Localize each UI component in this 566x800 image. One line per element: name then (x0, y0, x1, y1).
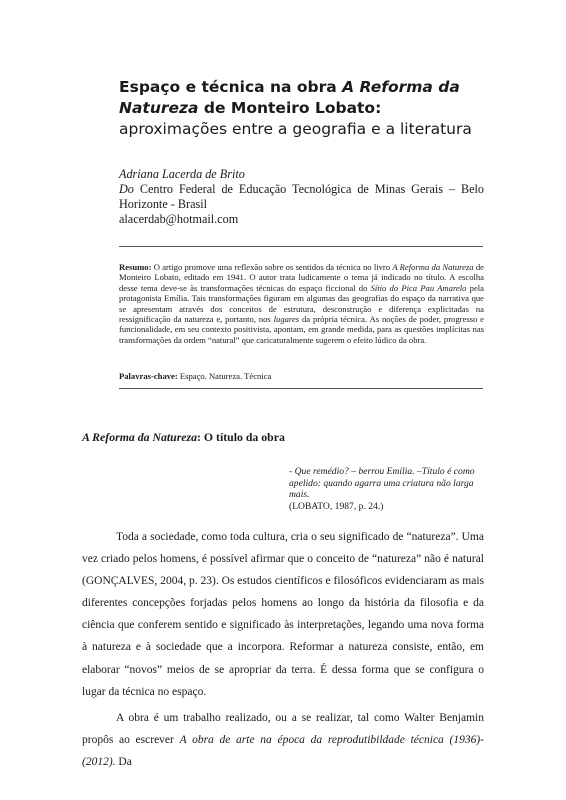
top-divider (119, 246, 483, 247)
keywords-label: Palavras-chave: (119, 371, 178, 381)
abstract-label: Resumo: (119, 262, 152, 272)
epigraph-quote: - Que remédio? – berrou Emília. –Título é como apelido: quando agarra uma criatura não larga mais. (289, 466, 475, 501)
epigraph (289, 466, 484, 512)
affiliation-prefix: Do (119, 182, 134, 196)
abstract-text-1: O artigo promove uma reflexão sobre os sentidos da técnica no livro (151, 262, 393, 272)
section-heading-book: A Reforma da Natureza (82, 430, 198, 444)
abstract (119, 262, 484, 345)
abstract-text-2: de Monteiro Lobato, editado em 1941. O autor trata ludicamente o tema já indicado no título. A escolha desse tema deve-se às transformações técnicas do espaço ficcional do (119, 262, 484, 293)
title-book-name: A Reforma da Natureza (119, 78, 460, 117)
bottom-divider (119, 388, 483, 389)
affiliation-text: Centro Federal de Educação Tecnológica de Minas Gerais – Belo Horizonte - Brasil (119, 182, 484, 211)
section-heading-rest: : O título da obra (197, 430, 285, 444)
body-p2-book: A obra de arte na época da reprodutibildade técnica (1936)- (2012). (82, 733, 484, 768)
author-email: alacerdab@hotmail.com (119, 212, 239, 226)
author-affiliation (119, 182, 484, 212)
keywords-text: Espaço. Natureza. Técnica (177, 371, 272, 381)
body-text (82, 526, 484, 773)
paper-title (119, 77, 484, 140)
abstract-text-4: da própria técnica. As noções de poder, progresso e funcionalidade, em seu contexto positivista, apontam, em grande medida, para as questões implícitas nas transformações da ordem “natural” que caricaturalmente sugerem o efeito lúdico da obra. (119, 314, 484, 345)
body-paragraph-2 (82, 707, 484, 773)
author-name: Adriana Lacerda de Brito (119, 167, 245, 181)
abstract-text-3: pela protagonista Emília. Tais transformações figuram em algumas das geografias do espaço da narrativa que se apresentam através dos conceitos de estrutura, desconstrução e diferença explicitadas na ressignificação da natureza e, portanto, nos (119, 282, 484, 325)
body-p2-text-a: A obra é um trabalho realizado, ou a se realizar, tal como Walter Benjamin propôs ao escrever (82, 711, 484, 746)
title-subtitle: aproximações entre a geografia e a literatura (119, 120, 472, 138)
abstract-lugares: lugares (273, 314, 300, 325)
author-block (119, 167, 484, 227)
section-heading (82, 430, 482, 445)
body-paragraph-1: Toda a sociedade, como toda cultura, cria o seu significado de “natureza”. Uma vez criado pelos homens, é possível afirmar que o conceito de “natureza” não é natural (GONÇALVES, 2004, p. 23). Os estudos científicos e filosóficos evidenciaram as mais diferentes concepções forjadas pelos homens ao longo da história da filosofia e da ciência que conferem sentido e significado às interpretações, legando uma nova forma à natureza e à sociedade que a incorpora. Reformar a natureza consiste, então, em elaborar “novos” meios de se apropriar da terra. É dessa forma que se configura o lugar da técnica no espaço. (82, 531, 484, 698)
abstract-book-title: A Reforma da Natureza (392, 262, 474, 272)
abstract-sitio-title: Sítio do Pica Pau Amarelo (370, 282, 467, 293)
title-part-1: Espaço e técnica na obra (119, 78, 343, 96)
epigraph-citation: (LOBATO, 1987, p. 24.) (289, 500, 384, 512)
keywords (119, 371, 484, 381)
body-p2-text-b: Da (115, 755, 132, 768)
title-part-3: de Monteiro Lobato: (198, 99, 382, 117)
